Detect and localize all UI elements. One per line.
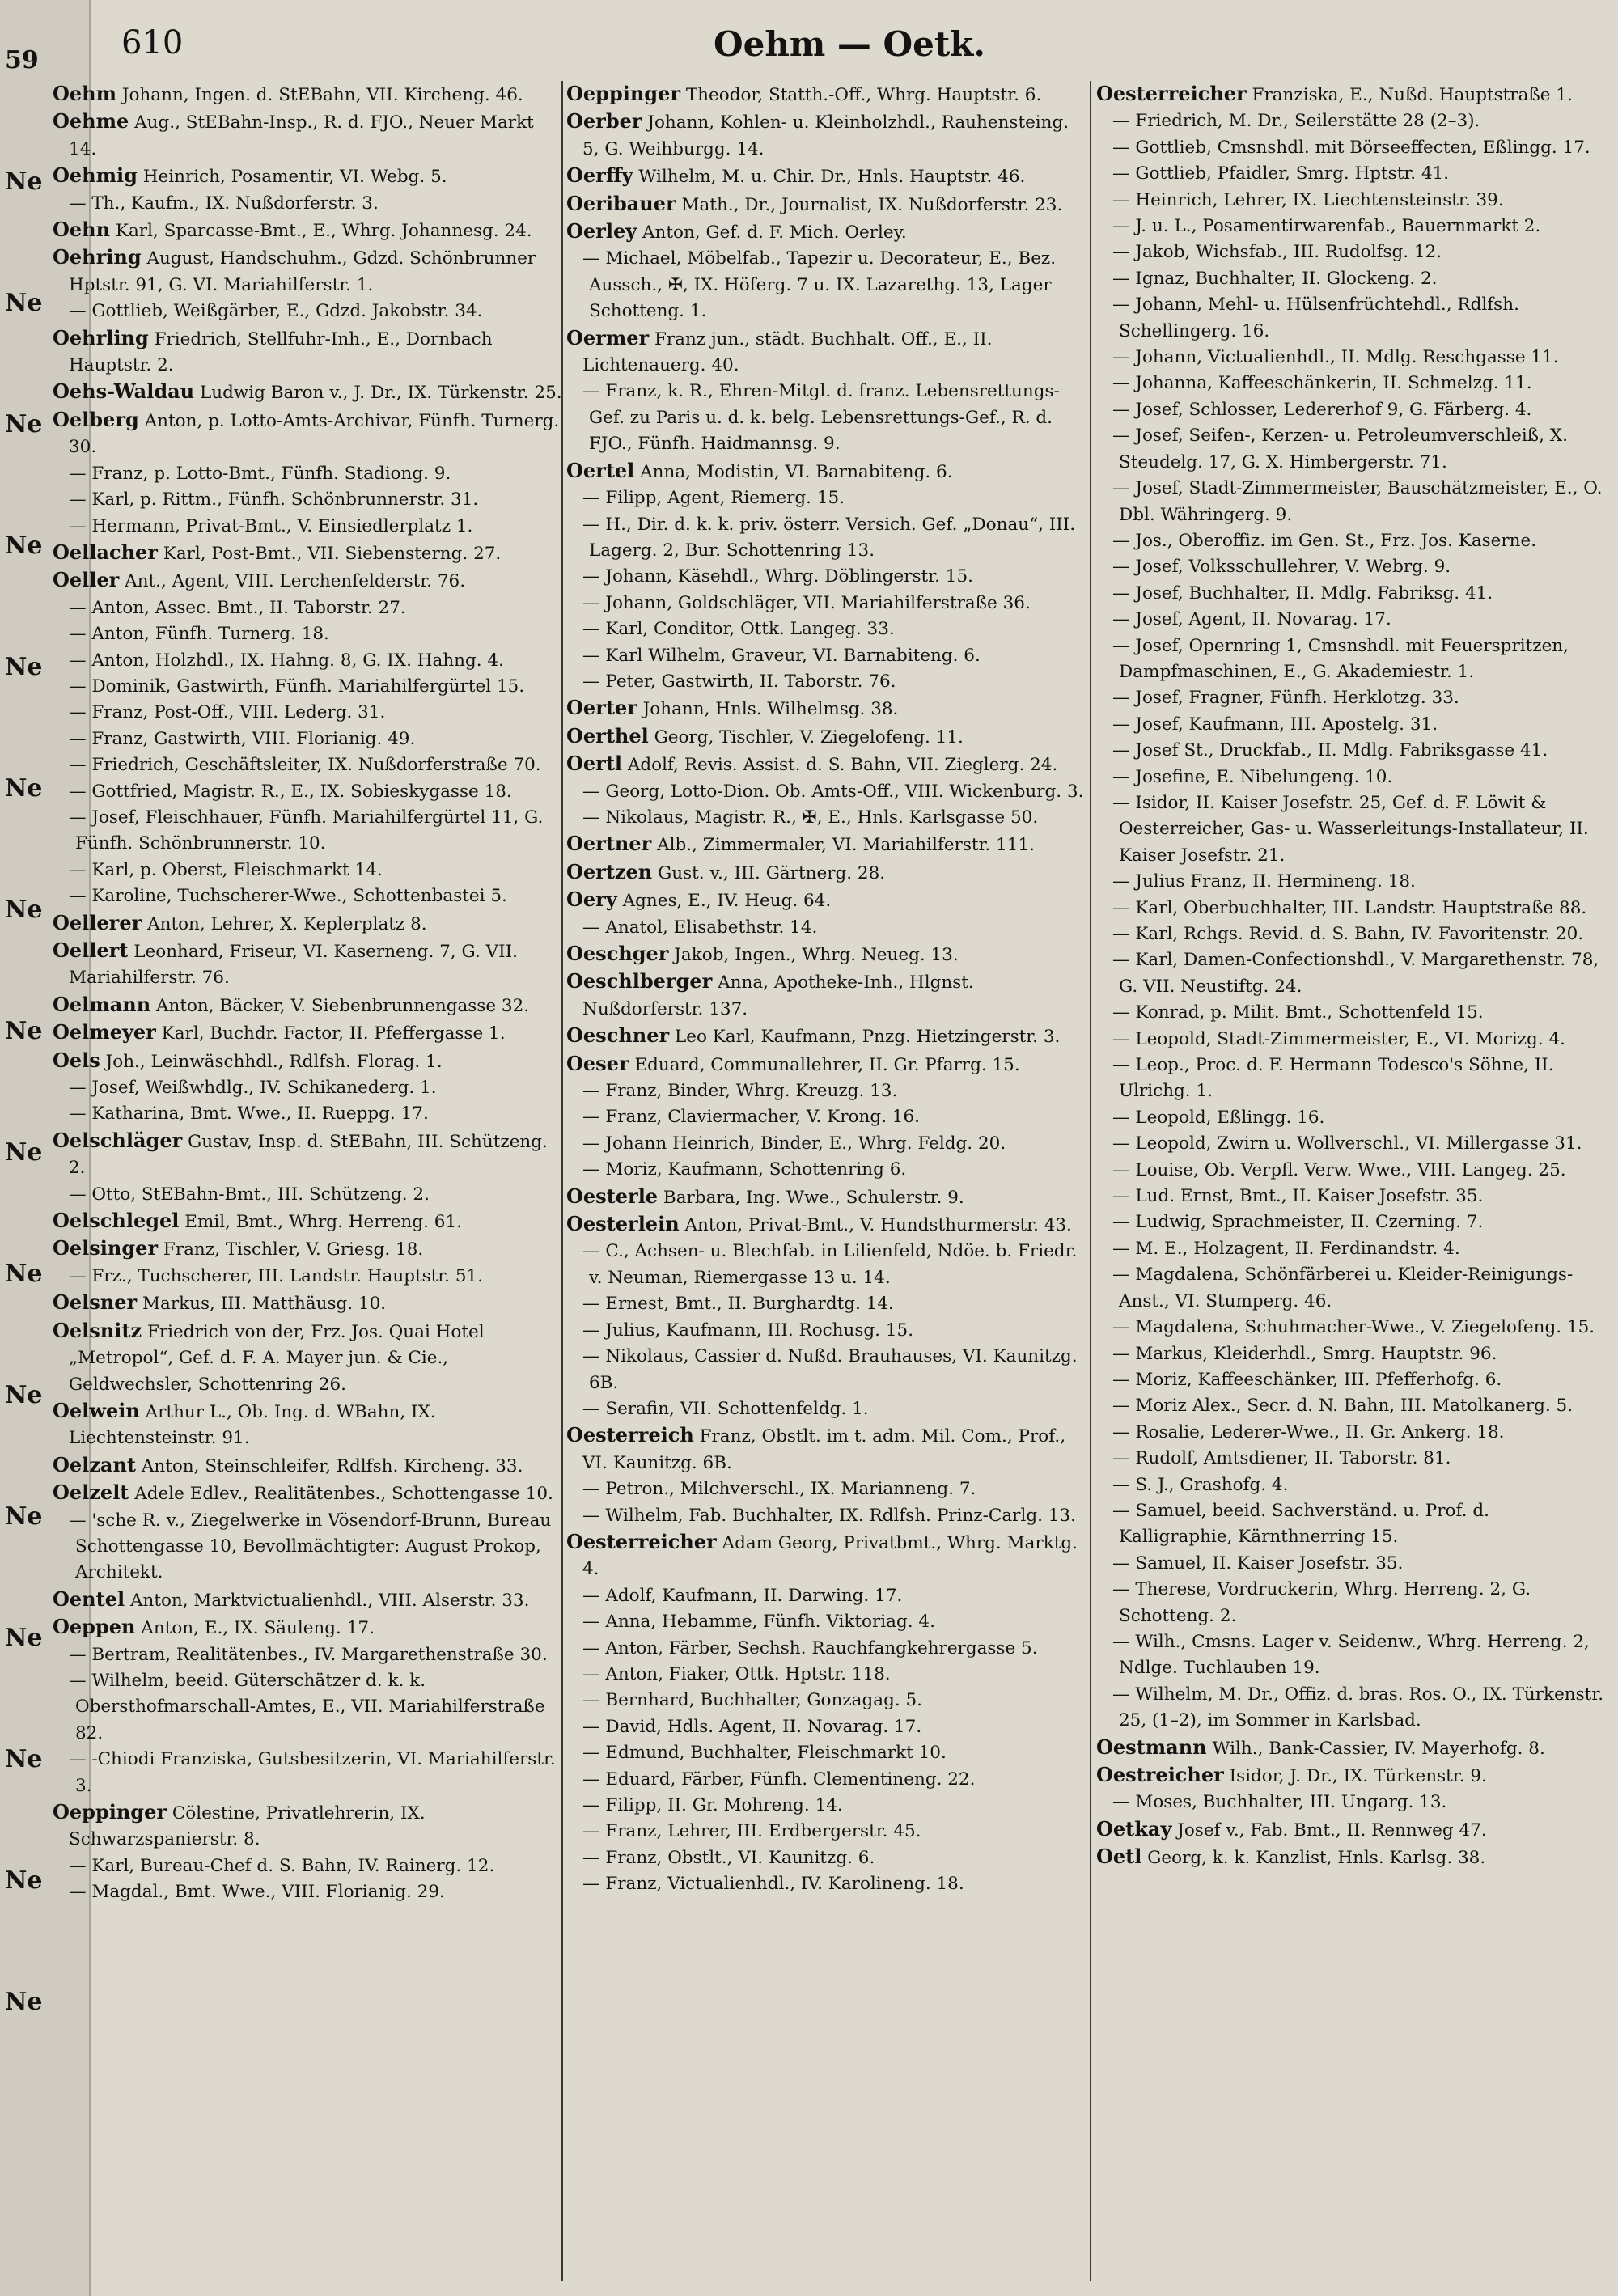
surname: Oeller	[53, 568, 120, 592]
directory-entry: Oentel Anton, Marktvictualienhdl., VIII. Alserstr. 33.	[53, 1586, 530, 1611]
directory-subentry: — Karl, Bureau-Chef d. S. Bahn, IV. Rainerg. 12.	[69, 1855, 495, 1876]
directory-subentry: — Nikolaus, Cassier d. Nußd. Brauhauses, VI. Kaunitzg. 6B.	[582, 1346, 1078, 1393]
surname: Oeschlberger	[566, 969, 713, 993]
surname: Oerthel	[566, 723, 649, 748]
surname: Oery	[566, 887, 617, 912]
directory-entry: Oerffy Wilhelm, M. u. Chir. Dr., Hnls. Hauptstr. 46.	[566, 163, 1026, 188]
surname: Oellert	[53, 938, 129, 962]
margin-fragment: 59	[5, 46, 39, 74]
directory-entry: Oeppen Anton, E., IX. Säuleng. 17.	[53, 1615, 375, 1639]
margin-fragment: Ne	[5, 1502, 43, 1531]
directory-subentry: — Franz, p. Lotto-Bmt., Fünfh. Stadiong. 9.	[69, 463, 451, 484]
directory-subentry: — Anatol, Elisabethstr. 14.	[582, 917, 818, 938]
directory-entry: Oelsner Markus, III. Matthäusg. 10.	[53, 1290, 387, 1315]
directory-entry: Oehs-Waldau Ludwig Baron v., J. Dr., IX. Türkenstr. 25.	[53, 379, 562, 404]
directory-subentry: — Bertram, Realitätenbes., IV. Margarethenstraße 30.	[69, 1644, 548, 1665]
directory-subentry: — David, Hdls. Agent, II. Novarag. 17.	[582, 1716, 922, 1737]
margin-fragment: Ne	[5, 896, 43, 924]
directory-subentry: — Jakob, Wichsfab., III. Rudolfsg. 12.	[1112, 242, 1442, 263]
surname: Oelsinger	[53, 1236, 159, 1260]
column-3	[1096, 81, 1606, 2281]
directory-subentry: — Gottlieb, Pfaidler, Smrg. Hptstr. 41.	[1112, 163, 1450, 184]
margin-fragment: Ne	[5, 1866, 43, 1895]
directory-subentry: — Leopold, Zwirn u. Wollverschl., VI. Millergasse 31.	[1112, 1133, 1582, 1154]
directory-subentry: — Georg, Lotto-Dion. Ob. Amts-Off., VIII. Wickenburg. 3.	[582, 781, 1084, 802]
directory-subentry: — Rudolf, Amtsdiener, II. Taborstr. 81.	[1112, 1448, 1451, 1469]
surname: Oels	[53, 1048, 100, 1072]
directory-subentry: — Franz, Post-Off., VIII. Lederg. 31.	[69, 702, 386, 723]
directory-subentry: — Serafin, VII. Schottenfeldg. 1.	[582, 1398, 869, 1419]
directory-entry: Oertner Alb., Zimmermaler, VI. Mariahilferstr. 111.	[566, 832, 1035, 856]
surname: Oelwein	[53, 1398, 140, 1422]
directory-subentry: — Josef, Agent, II. Novarag. 17.	[1112, 609, 1391, 630]
directory-subentry: — Johann, Victualienhdl., II. Mdlg. Reschgasse 11.	[1112, 347, 1559, 368]
directory-subentry: — Katharina, Bmt. Wwe., II. Rueppg. 17.	[69, 1104, 429, 1125]
directory-subentry: — Wilhelm, Fab. Buchhalter, IX. Rdlfsh. Prinz-Carlg. 13.	[582, 1505, 1076, 1526]
directory-entry: Oertl Adolf, Revis. Assist. d. S. Bahn, VII. Zieglerg. 24.	[566, 752, 1058, 776]
margin-fragment: Ne	[5, 1017, 43, 1045]
surname: Oermer	[566, 325, 650, 349]
directory-subentry: — Anton, Holzhdl., IX. Hahng. 8, G. IX. Hahng. 4.	[69, 650, 504, 671]
directory-subentry: — Karl Wilhelm, Graveur, VI. Barnabiteng. 6.	[582, 645, 981, 666]
margin-fragment: Ne	[5, 167, 43, 196]
surname: Oelzelt	[53, 1481, 129, 1505]
directory-entry: Oesterle Barbara, Ing. Wwe., Schulerstr. 9.	[566, 1184, 964, 1208]
surname: Oeser	[566, 1051, 629, 1075]
directory-entry: Oelsnitz Friedrich von der, Frz. Jos. Quai Hotel „Metropol“, Gef. d. F. A. Mayer jun. & Cie., Geldwechsler, Schottenring 26.	[53, 1318, 485, 1395]
directory-entry: Oelsinger Franz, Tischler, V. Griesg. 18.	[53, 1236, 424, 1260]
directory-subentry: — Johann, Mehl- u. Hülsenfrüchtehdl., Rdlfsh. Schellingerg. 16.	[1112, 294, 1519, 341]
directory-entry: Oermer Franz jun., städt. Buchhalt. Off., E., II. Lichtenauerg. 40.	[566, 325, 993, 376]
directory-subentry: — Wilh., Cmsns. Lager v. Seidenw., Whrg. Herreng. 2, Ndlge. Tuchlauben 19.	[1112, 1631, 1590, 1679]
directory-entry: Oelwein Arthur L., Ob. Ing. d. WBahn, IX. Liechtensteinstr. 91.	[53, 1398, 436, 1449]
directory-entry: Oelzelt Adele Edlev., Realitätenbes., Schottengasse 10.	[53, 1481, 553, 1505]
column-1	[53, 81, 562, 2281]
directory-entry: Oehmig Heinrich, Posamentir, VI. Webg. 5.	[53, 163, 447, 188]
directory-subentry: — Konrad, p. Milit. Bmt., Schottenfeld 15.	[1112, 1002, 1484, 1023]
directory-subentry: — Hermann, Privat-Bmt., V. Einsiedlerplatz 1.	[69, 515, 473, 536]
directory-subentry: — H., Dir. d. k. k. priv. österr. Versich. Gef. „Donau“, III. Lagerg. 2, Bur. Schottenring 13.	[582, 514, 1076, 561]
directory-subentry: — Johann, Käsehdl., Whrg. Döblingerstr. 15.	[582, 566, 973, 587]
directory-subentry: — S. J., Grashofg. 4.	[1112, 1474, 1289, 1495]
directory-subentry: — Louise, Ob. Verpfl. Verw. Wwe., VIII. Langeg. 25.	[1112, 1159, 1566, 1180]
directory-subentry: — Leopold, Eßlingg. 16.	[1112, 1107, 1325, 1128]
directory-subentry: — Franz, Lehrer, III. Erdbergerstr. 45.	[582, 1821, 921, 1842]
margin-fragment: Ne	[5, 774, 43, 803]
directory-subentry: — Moriz Alex., Secr. d. N. Bahn, III. Matolkanerg. 5.	[1112, 1396, 1574, 1417]
directory-subentry: — Jos., Oberoffiz. im Gen. St., Frz. Jos. Kaserne.	[1112, 530, 1537, 551]
margin-fragment: Ne	[5, 410, 43, 438]
surname: Oestmann	[1096, 1735, 1207, 1759]
directory-subentry: — Leopold, Stadt-Zimmermeister, E., VI. Morizg. 4.	[1112, 1028, 1565, 1049]
surname: Oertel	[566, 458, 635, 482]
margin-fragment: Ne	[5, 1381, 43, 1409]
directory-subentry: — Ernest, Bmt., II. Burghardtg. 14.	[582, 1294, 894, 1315]
column-rule	[1090, 81, 1091, 2281]
directory-entry: Oehm Johann, Ingen. d. StEBahn, VII. Kircheng. 46.	[53, 82, 523, 105]
directory-subentry: — Petron., Milchverschl., IX. Marianneng. 7.	[582, 1479, 976, 1500]
surname: Oentel	[53, 1586, 125, 1611]
directory-subentry: — J. u. L., Posamentirwarenfab., Bauernmarkt 2.	[1112, 216, 1541, 237]
directory-subentry: — Karl, p. Oberst, Fleischmarkt 14.	[69, 859, 383, 880]
directory-entry: Oeser Eduard, Communallehrer, II. Gr. Pfarrg. 15.	[566, 1051, 1020, 1075]
surname: Oeppinger	[566, 82, 680, 105]
directory-subentry: — Johann Heinrich, Binder, E., Whrg. Feldg. 20.	[582, 1133, 1006, 1154]
directory-subentry: — Karl, Conditor, Ottk. Langeg. 33.	[582, 619, 895, 640]
directory-entry: Oeribauer Math., Dr., Journalist, IX. Nußdorferstr. 23.	[566, 191, 1063, 215]
directory-subentry: — Josef, Buchhalter, II. Mdlg. Fabriksg. 41.	[1112, 582, 1493, 604]
directory-entry: Oerthel Georg, Tischler, V. Ziegelofeng. 11.	[566, 723, 964, 748]
directory-entry: Oertzen Gust. v., III. Gärtnerg. 28.	[566, 859, 886, 883]
directory-entry: Oeppinger Cölestine, Privatlehrerin, IX. Schwarzspanierstr. 8.	[53, 1800, 426, 1850]
directory-entry: Oesterreicher Adam Georg, Privatbmt., Whrg. Marktg. 4.	[566, 1529, 1078, 1580]
directory-entry: Oehn Karl, Sparcasse-Bmt., E., Whrg. Johannesg. 24.	[53, 218, 532, 242]
directory-subentry: — Otto, StEBahn-Bmt., III. Schützeng. 2.	[69, 1184, 430, 1205]
directory-subentry: — Josef, Volksschullehrer, V. Webrg. 9.	[1112, 557, 1451, 578]
directory-entry: Oeller Ant., Agent, VIII. Lerchenfelderstr. 76.	[53, 568, 466, 592]
surname: Oeppen	[53, 1615, 136, 1639]
surname: Oerter	[566, 696, 637, 720]
directory-entry: Oeschner Leo Karl, Kaufmann, Pnzg. Hietzingerstr. 3.	[566, 1023, 1061, 1048]
margin-fragment: Ne	[5, 532, 43, 560]
directory-subentry: — Peter, Gastwirth, II. Taborstr. 76.	[582, 671, 896, 692]
directory-subentry: — Josef, Fragner, Fünfh. Herklotzg. 33.	[1112, 688, 1459, 709]
surname: Oehs-Waldau	[53, 379, 195, 404]
directory-entry: Oelschlegel Emil, Bmt., Whrg. Herreng. 61.	[53, 1209, 462, 1233]
directory-subentry: — Dominik, Gastwirth, Fünfh. Mariahilfergürtel 15.	[69, 676, 525, 697]
directory-subentry: — Markus, Kleiderhdl., Smrg. Hauptstr. 96.	[1112, 1343, 1497, 1364]
directory-subentry: — Julius, Kaufmann, III. Rochusg. 15.	[582, 1320, 914, 1341]
margin-fragment: Ne	[5, 289, 43, 317]
directory-subentry: — Th., Kaufm., IX. Nußdorferstr. 3.	[69, 193, 379, 214]
directory-entry: Oesterreich Franz, Obstlt. im t. adm. Mil. Com., Prof., VI. Kaunitzg. 6B.	[566, 1423, 1066, 1473]
directory-entry: Oels Joh., Leinwäschhdl., Rdlfsh. Florag. 1.	[53, 1048, 443, 1072]
directory-subentry: — Gottlieb, Cmsnshdl. mit Börseeffecten, Eßlingg. 17.	[1112, 137, 1590, 158]
directory-entry: Oelberg Anton, p. Lotto-Amts-Archivar, Fünfh. Turnerg. 30.	[53, 407, 560, 458]
directory-subentry: — Wilhelm, M. Dr., Offiz. d. bras. Ros. O., IX. Türkenstr. 25, (1–2), im Sommer in Karlsbad.	[1112, 1684, 1604, 1731]
surname: Oesterlein	[566, 1212, 680, 1236]
directory-subentry: — Franz, Obstlt., VI. Kaunitzg. 6.	[582, 1847, 875, 1868]
directory-entry: Oellacher Karl, Post-Bmt., VII. Siebensterng. 27.	[53, 540, 502, 564]
directory-subentry: — Leop., Proc. d. F. Hermann Todesco's Söhne, II. Ulrichg. 1.	[1112, 1055, 1554, 1102]
directory-entry: Oellert Leonhard, Friseur, VI. Kaserneng. 7, G. VII. Mariahilferstr. 76.	[53, 938, 518, 989]
directory-entry: Oetkay Josef v., Fab. Bmt., II. Rennweg 47.	[1096, 1816, 1487, 1841]
surname: Oelmann	[53, 992, 151, 1016]
surname: Oelsnitz	[53, 1318, 142, 1342]
directory-subentry: — Adolf, Kaufmann, II. Darwing. 17.	[582, 1585, 903, 1606]
directory-entry: Oelschläger Gustav, Insp. d. StEBahn, III. Schützeng. 2.	[53, 1128, 548, 1179]
directory-entry: Oerter Johann, Hnls. Wilhelmsg. 38.	[566, 696, 899, 720]
directory-subentry: — Magdal., Bmt. Wwe., VIII. Florianig. 29.	[69, 1882, 445, 1903]
surname: Oelschläger	[53, 1128, 183, 1152]
margin-fragment: Ne	[5, 1260, 43, 1288]
directory-subentry: — Anna, Hebamme, Fünfh. Viktoriag. 4.	[582, 1612, 935, 1633]
directory-subentry: — Karoline, Tuchscherer-Wwe., Schottenbastei 5.	[69, 886, 507, 907]
directory-subentry: — Ignaz, Buchhalter, II. Glockeng. 2.	[1112, 268, 1438, 289]
directory-subentry: — Moriz, Kaffeeschänker, III. Pfefferhofg. 6.	[1112, 1369, 1502, 1390]
directory-subentry: — Moses, Buchhalter, III. Ungarg. 13.	[1112, 1792, 1447, 1813]
surname: Oerley	[566, 219, 637, 244]
surname: Oelschlegel	[53, 1209, 180, 1233]
directory-subentry: — Ludwig, Sprachmeister, II. Czerning. 7.	[1112, 1212, 1484, 1233]
surname: Oeppinger	[53, 1800, 167, 1824]
surname: Oetkay	[1096, 1816, 1172, 1841]
directory-subentry: — Josef, Fleischhauer, Fünfh. Mariahilfergürtel 11, G. Fünfh. Schönbrunnerstr. 10.	[69, 807, 544, 854]
directory-entry: Oeschlberger Anna, Apotheke-Inh., Hlgnst. Nußdorferstr. 137.	[566, 969, 974, 1019]
surname: Oertl	[566, 752, 623, 776]
directory-entry: Oery Agnes, E., IV. Heug. 64.	[566, 887, 832, 912]
directory-entry: Oelmeyer Karl, Buchdr. Factor, II. Pfeffergasse 1.	[53, 1020, 506, 1044]
surname: Oelmeyer	[53, 1020, 156, 1044]
directory-subentry: — Karl, Rchgs. Revid. d. S. Bahn, IV. Favoritenstr. 20.	[1112, 924, 1584, 944]
directory-entry: Oehring August, Handschuhm., Gdzd. Schönbrunner Hptstr. 91, G. VI. Mariahilferstr. 1.	[53, 245, 536, 295]
directory-subentry: — Franz, Victualienhdl., IV. Karolineng. 18.	[582, 1874, 964, 1895]
surname: Oehme	[53, 109, 129, 133]
directory-subentry: — Samuel, II. Kaiser Josefstr. 35.	[1112, 1553, 1404, 1574]
margin-fragment: Ne	[5, 653, 43, 681]
directory-subentry: — Michael, Möbelfab., Tapezir u. Decorateur, E., Bez. Aussch., ✠, IX. Höferg. 7 u. IX. Lazarethg. 13, Lager Schotteng. 1.	[582, 248, 1057, 322]
surname: Oehm	[53, 82, 117, 105]
directory-subentry: — M. E., Holzagent, II. Ferdinandstr. 4.	[1112, 1238, 1460, 1259]
directory-entry: Oellerer Anton, Lehrer, X. Keplerplatz 8.	[53, 910, 427, 934]
directory-subentry: — Anton, Fiaker, Ottk. Hptstr. 118.	[582, 1663, 891, 1684]
directory-subentry: — Friedrich, M. Dr., Seilerstätte 28 (2–3).	[1112, 111, 1480, 132]
surname: Oerber	[566, 109, 642, 133]
surname: Oehring	[53, 245, 142, 269]
directory-subentry: — Moriz, Kaufmann, Schottenring 6.	[582, 1159, 907, 1180]
directory-subentry: — Josefine, E. Nibelungeng. 10.	[1112, 766, 1393, 787]
surname: Oellerer	[53, 910, 142, 934]
directory-subentry: — Filipp, II. Gr. Mohreng. 14.	[582, 1795, 843, 1815]
directory-entry: Oehme Aug., StEBahn-Insp., R. d. FJO., Neuer Markt 14.	[53, 109, 534, 159]
directory-subentry: — Wilhelm, beeid. Güterschätzer d. k. k. Obersthofmarschall-Amtes, E., VII. Mariahilferstraße 82.	[69, 1670, 545, 1743]
directory-entry: Oerley Anton, Gef. d. F. Mich. Oerley.	[566, 219, 907, 244]
surname: Oehrling	[53, 325, 149, 349]
directory-subentry: — Franz, k. R., Ehren-Mitgl. d. franz. Lebensrettungs-Gef. zu Paris u. d. k. belg. Lebensrettungs-Gef., R. d. FJO., Fünfh. Haidmannsg. 9.	[582, 381, 1060, 455]
directory-subentry: — Josef St., Druckfab., II. Mdlg. Fabriksgasse 41.	[1112, 740, 1548, 761]
directory-subentry: — C., Achsen- u. Blechfab. in Lilienfeld, Ndöe. b. Friedr. v. Neuman, Riemergasse 13 u. 14.	[582, 1241, 1078, 1288]
directory-subentry: — Magdalena, Schuhmacher-Wwe., V. Ziegelofeng. 15.	[1112, 1317, 1595, 1338]
surname: Oelsner	[53, 1290, 138, 1315]
directory-subentry: — Gottlieb, Weißgärber, E., Gdzd. Jakobstr. 34.	[69, 301, 483, 322]
surname: Oesterreicher	[1096, 82, 1247, 105]
directory-subentry: — Eduard, Färber, Fünfh. Clementineng. 22.	[582, 1769, 976, 1790]
directory-subentry: — Isidor, II. Kaiser Josefstr. 25, Gef. d. F. Löwit & Oesterreicher, Gas- u. Wasserleitungs-Installateur, II. Kaiser Josefstr. 21.	[1112, 792, 1589, 866]
surname: Oeschger	[566, 942, 669, 965]
margin-fragment: Ne	[5, 1988, 43, 2016]
surname: Oeribauer	[566, 191, 676, 215]
running-head: Oehm — Oetk.	[714, 24, 985, 64]
surname: Oertner	[566, 832, 652, 856]
directory-entry: Oertel Anna, Modistin, VI. Barnabiteng. 6.	[566, 458, 953, 482]
surname: Oesterreicher	[566, 1529, 717, 1553]
margin-fragment: Ne	[5, 1745, 43, 1773]
directory-subentry: — Karl, Oberbuchhalter, III. Landstr. Hauptstraße 88.	[1112, 897, 1587, 918]
directory-subentry: — Karl, Damen-Confectionshdl., V. Margarethenstr. 78, G. VII. Neustiftg. 24.	[1112, 950, 1599, 997]
directory-subentry: — Anton, Färber, Sechsh. Rauchfangkehrergasse 5.	[582, 1637, 1038, 1658]
page-number: 610	[121, 24, 184, 61]
directory-subentry: — 'sche R. v., Ziegelwerke in Vösendorf-Brunn, Bureau Schottengasse 10, Bevollmächtigter: August Prokop, Architekt.	[69, 1510, 552, 1583]
directory-subentry: — Josef, Weißwhdlg., IV. Schikanederg. 1.	[69, 1078, 437, 1099]
margin-fragment: Ne	[5, 1138, 43, 1167]
surname: Oehn	[53, 218, 111, 242]
directory-subentry: — Josef, Schlosser, Ledererhof 9, G. Färberg. 4.	[1112, 399, 1532, 420]
directory-subentry: — Therese, Vordruckerin, Whrg. Herreng. 2, G. Schotteng. 2.	[1112, 1579, 1531, 1626]
surname: Oesterle	[566, 1184, 659, 1208]
directory-entry: Oesterlein Anton, Privat-Bmt., V. Hundsthurmerstr. 43.	[566, 1212, 1072, 1236]
directory-subentry: — Josef, Seifen-, Kerzen- u. Petroleumverschleiß, X. Steudelg. 17, G. X. Himbergerstr. 71.	[1112, 426, 1568, 472]
directory-subentry: — Lud. Ernst, Bmt., II. Kaiser Josefstr. 35.	[1112, 1186, 1484, 1207]
directory-subentry: — -Chiodi Franziska, Gutsbesitzerin, VI. Mariahilferstr. 3.	[69, 1749, 556, 1796]
directory-entry: Oestmann Wilh., Bank-Cassier, IV. Mayerhofg. 8.	[1096, 1735, 1545, 1759]
directory-subentry: — Frz., Tuchscherer, III. Landstr. Hauptstr. 51.	[69, 1265, 484, 1286]
directory-subentry: — Bernhard, Buchhalter, Gonzagag. 5.	[582, 1690, 923, 1711]
directory-entry: Oesterreicher Franziska, E., Nußd. Hauptstraße 1.	[1096, 82, 1573, 105]
surname: Oertzen	[566, 859, 653, 883]
surname: Oesterreich	[566, 1423, 694, 1447]
surname: Oerffy	[566, 163, 633, 188]
surname: Oellacher	[53, 540, 158, 564]
surname: Oelberg	[53, 407, 139, 431]
surname: Oestreicher	[1096, 1763, 1224, 1786]
directory-subentry: — Friedrich, Geschäftsleiter, IX. Nußdorferstraße 70.	[69, 755, 541, 776]
directory-entry: Oeppinger Theodor, Statth.-Off., Whrg. Hauptstr. 6.	[566, 82, 1042, 105]
directory-subentry: — Julius Franz, II. Hermineng. 18.	[1112, 871, 1416, 892]
directory-entry: Oelzant Anton, Steinschleifer, Rdlfsh. Kircheng. 33.	[53, 1452, 523, 1476]
margin-fragment: Ne	[5, 1624, 43, 1652]
directory-subentry: — Magdalena, Schönfärberei u. Kleider-Reinigungs-Anst., VI. Stumperg. 46.	[1112, 1264, 1574, 1311]
surname: Oehmig	[53, 163, 138, 188]
surname: Oetl	[1096, 1845, 1142, 1869]
surname: Oelzant	[53, 1452, 137, 1476]
directory-subentry: — Samuel, beeid. Sachverständ. u. Prof. d. Kalligraphie, Kärnthnerring 15.	[1112, 1500, 1489, 1548]
directory-subentry: — Gottfried, Magistr. R., E., IX. Sobieskygasse 18.	[69, 781, 512, 802]
directory-entry: Oehrling Friedrich, Stellfuhr-Inh., E., Dornbach Hauptstr. 2.	[53, 325, 493, 376]
directory-subentry: — Anton, Fünfh. Turnerg. 18.	[69, 624, 329, 645]
directory-subentry: — Franz, Gastwirth, VIII. Florianig. 49.	[69, 728, 416, 749]
directory-subentry: — Johanna, Kaffeeschänkerin, II. Schmelzg. 11.	[1112, 373, 1532, 394]
directory-subentry: — Josef, Stadt-Zimmermeister, Bauschätzmeister, E., O. Dbl. Währingerg. 9.	[1112, 478, 1603, 525]
directory-entry: Oestreicher Isidor, J. Dr., IX. Türkenstr. 9.	[1096, 1763, 1487, 1786]
directory-entry: Oelmann Anton, Bäcker, V. Siebenbrunnengasse 32.	[53, 992, 530, 1016]
surname: Oeschner	[566, 1023, 670, 1048]
column-2	[566, 81, 1088, 2281]
directory-subentry: — Rosalie, Lederer-Wwe., II. Gr. Ankerg. 18.	[1112, 1421, 1505, 1442]
directory-subentry: — Josef, Kaufmann, III. Apostelg. 31.	[1112, 714, 1438, 735]
directory-subentry: — Heinrich, Lehrer, IX. Liechtensteinstr. 39.	[1112, 189, 1504, 210]
directory-entry: Oeschger Jakob, Ingen., Whrg. Neueg. 13.	[566, 942, 959, 965]
directory-subentry: — Karl, p. Rittm., Fünfh. Schönbrunnerstr. 31.	[69, 489, 479, 510]
directory-subentry: — Nikolaus, Magistr. R., ✠, E., Hnls. Karlsgasse 50.	[582, 807, 1039, 828]
directory-subentry: — Edmund, Buchhalter, Fleischmarkt 10.	[582, 1743, 947, 1764]
directory-subentry: — Josef, Opernring 1, Cmsnshdl. mit Feuerspritzen, Dampfmaschinen, E., G. Akademiestr. 1.	[1112, 635, 1569, 682]
directory-subentry: — Johann, Goldschläger, VII. Mariahilferstraße 36.	[582, 592, 1031, 613]
directory-entry: Oerber Johann, Kohlen- u. Kleinholzhdl., Rauhensteing. 5, G. Weihburgg. 14.	[566, 109, 1069, 159]
directory-subentry: — Franz, Binder, Whrg. Kreuzg. 13.	[582, 1081, 898, 1102]
directory-entry: Oetl Georg, k. k. Kanzlist, Hnls. Karlsg. 38.	[1096, 1845, 1486, 1869]
directory-subentry: — Anton, Assec. Bmt., II. Taborstr. 27.	[69, 597, 406, 618]
directory-subentry: — Franz, Claviermacher, V. Krong. 16.	[582, 1107, 920, 1128]
page-header	[97, 18, 1602, 66]
directory-subentry: — Filipp, Agent, Riemerg. 15.	[582, 488, 845, 509]
